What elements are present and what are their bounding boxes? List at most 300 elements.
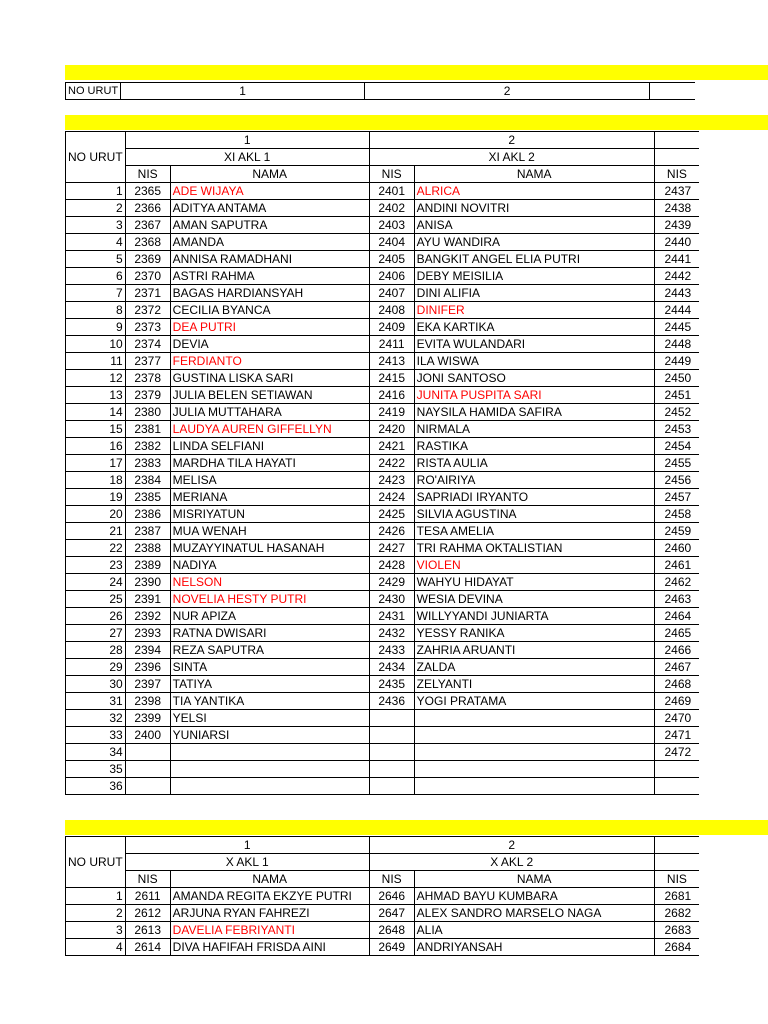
nis-cell: 2386: [125, 506, 170, 523]
table-row: [66, 676, 700, 693]
nis-cell: 2377: [125, 353, 170, 370]
row-number: 26: [66, 608, 126, 625]
nis-cell: 2432: [369, 625, 414, 642]
student-name-cell: MARDHA TILA HAYATI: [170, 455, 369, 472]
row-number: 7: [66, 285, 126, 302]
nis-cell: 2367: [125, 217, 170, 234]
nis-cell: 2612: [125, 905, 170, 922]
row-number: 24: [66, 574, 126, 591]
student-name-cell: ARJUNA RYAN FAHREZI: [170, 905, 369, 922]
row-number: 27: [66, 625, 126, 642]
nis-cell: 2373: [125, 319, 170, 336]
student-name-cell: RO'AIRIYA: [414, 472, 654, 489]
student-name-cell: ANISA: [414, 217, 654, 234]
nis-cell: 2441: [654, 251, 699, 268]
nis-cell: 2614: [125, 939, 170, 956]
nama-header: NAMA: [170, 871, 369, 888]
student-name-cell: AHMAD BAYU KUMBARA: [414, 888, 654, 905]
table-row: [66, 744, 700, 761]
student-name-cell: NAYSILA HAMIDA SAFIRA: [414, 404, 654, 421]
nis-cell: 2426: [369, 523, 414, 540]
nis-cell: 2430: [369, 591, 414, 608]
student-name-cell: TATIYA: [170, 676, 369, 693]
student-name-cell: [170, 761, 369, 778]
nis-cell: 2413: [369, 353, 414, 370]
nis-cell: 2611: [125, 888, 170, 905]
row-number: 23: [66, 557, 126, 574]
row-number: 3: [66, 217, 126, 234]
empty-cell: [650, 83, 695, 100]
table-row: [66, 200, 700, 217]
student-name-cell: FERDIANTO: [170, 353, 369, 370]
nis-cell: 2431: [369, 608, 414, 625]
table-row: [66, 922, 700, 939]
nis-cell: 2458: [654, 506, 699, 523]
row-number: 9: [66, 319, 126, 336]
nis-cell: 2422: [369, 455, 414, 472]
student-name-cell: ANNISA RAMADHANI: [170, 251, 369, 268]
nis-cell: 2402: [369, 200, 414, 217]
student-name-cell: ALEX SANDRO MARSELO NAGA: [414, 905, 654, 922]
table-row: [66, 404, 700, 421]
nis-cell: 2423: [369, 472, 414, 489]
row-number: 10: [66, 336, 126, 353]
nis-cell: 2409: [369, 319, 414, 336]
student-name-cell: ADE WIJAYA: [170, 183, 369, 200]
student-name-cell: WESIA DEVINA: [414, 591, 654, 608]
student-name-cell: LAUDYA AUREN GIFFELLYN: [170, 421, 369, 438]
nis-cell: 2466: [654, 642, 699, 659]
student-name-cell: NUR APIZA: [170, 608, 369, 625]
table-row: [66, 905, 700, 922]
nis-cell: 2648: [369, 922, 414, 939]
student-name-cell: SILVIA AGUSTINA: [414, 506, 654, 523]
table-row: [66, 251, 700, 268]
nis-cell: [369, 744, 414, 761]
row-number: 8: [66, 302, 126, 319]
nis-cell: 2389: [125, 557, 170, 574]
nis-cell: 2370: [125, 268, 170, 285]
nis-header: NIS: [125, 871, 170, 888]
nis-cell: 2385: [125, 489, 170, 506]
nis-cell: 2467: [654, 659, 699, 676]
nis-cell: 2382: [125, 438, 170, 455]
no-urut-header: NO URUT: [66, 837, 126, 888]
nis-cell: 2453: [654, 421, 699, 438]
no-urut-header: NO URUT: [66, 132, 126, 183]
nis-cell: 2424: [369, 489, 414, 506]
student-name-cell: RISTA AULIA: [414, 455, 654, 472]
student-name-cell: MELISA: [170, 472, 369, 489]
table-row: [66, 778, 700, 795]
student-name-cell: JONI SANTOSO: [414, 370, 654, 387]
nis-cell: 2440: [654, 234, 699, 251]
row-number: 14: [66, 404, 126, 421]
student-name-cell: ILA WISWA: [414, 353, 654, 370]
nis-cell: 2442: [654, 268, 699, 285]
nis-cell: 2471: [654, 727, 699, 744]
row-number: 13: [66, 387, 126, 404]
student-name-cell: [414, 710, 654, 727]
nis-cell: 2449: [654, 353, 699, 370]
nis-cell: 2649: [369, 939, 414, 956]
table-row: [66, 761, 700, 778]
nis-cell: 2379: [125, 387, 170, 404]
class-name-header: X AKL 2: [369, 854, 654, 871]
nis-cell: 2457: [654, 489, 699, 506]
nis-cell: 2400: [125, 727, 170, 744]
student-name-cell: JULIA BELEN SETIAWAN: [170, 387, 369, 404]
nis-cell: 2365: [125, 183, 170, 200]
row-number: 4: [66, 939, 126, 956]
table-row: [66, 625, 700, 642]
row-number: 34: [66, 744, 126, 761]
nis-cell: 2448: [654, 336, 699, 353]
nis-cell: 2394: [125, 642, 170, 659]
row-number: 33: [66, 727, 126, 744]
student-name-cell: EKA KARTIKA: [414, 319, 654, 336]
student-name-cell: NELSON: [170, 574, 369, 591]
nis-cell: 2387: [125, 523, 170, 540]
nis-cell: 2443: [654, 285, 699, 302]
nis-cell: [369, 778, 414, 795]
nis-cell: 2372: [125, 302, 170, 319]
student-name-cell: BANGKIT ANGEL ELIA PUTRI: [414, 251, 654, 268]
student-name-cell: ADITYA ANTAMA: [170, 200, 369, 217]
student-name-cell: DEBY MEISILIA: [414, 268, 654, 285]
student-name-cell: DIVA HAFIFAH FRISDA AINI: [170, 939, 369, 956]
nis-cell: 2452: [654, 404, 699, 421]
student-name-cell: MERIANA: [170, 489, 369, 506]
nis-cell: 2390: [125, 574, 170, 591]
nis-cell: 2438: [654, 200, 699, 217]
nis-header: NIS: [654, 871, 699, 888]
column-number-header: 2: [365, 83, 650, 100]
nis-cell: 2472: [654, 744, 699, 761]
nis-cell: 2419: [369, 404, 414, 421]
student-name-cell: ASTRI RAHMA: [170, 268, 369, 285]
nis-cell: 2429: [369, 574, 414, 591]
nis-header: NIS: [654, 166, 699, 183]
nis-cell: 2399: [125, 710, 170, 727]
empty-cell: [654, 854, 699, 871]
row-number: 16: [66, 438, 126, 455]
table-row: [66, 319, 700, 336]
table-row: [66, 591, 700, 608]
nis-header: NIS: [125, 166, 170, 183]
nis-cell: 2465: [654, 625, 699, 642]
nis-cell: 2468: [654, 676, 699, 693]
nis-cell: 2682: [654, 905, 699, 922]
top-table: [65, 82, 695, 100]
student-name-cell: WAHYU HIDAYAT: [414, 574, 654, 591]
nis-cell: [654, 761, 699, 778]
nis-cell: [654, 778, 699, 795]
table-row: [66, 353, 700, 370]
row-number: 12: [66, 370, 126, 387]
class-name-header: XI AKL 2: [369, 149, 654, 166]
student-name-cell: VIOLEN: [414, 557, 654, 574]
nis-cell: 2405: [369, 251, 414, 268]
table-row: [66, 939, 700, 956]
student-name-cell: DEVIA: [170, 336, 369, 353]
nis-cell: 2406: [369, 268, 414, 285]
student-name-cell: ANDRIYANSAH: [414, 939, 654, 956]
row-number: 2: [66, 905, 126, 922]
nis-cell: 2434: [369, 659, 414, 676]
student-name-cell: AMANDA REGITA EKZYE PUTRI: [170, 888, 369, 905]
nis-cell: 2427: [369, 540, 414, 557]
class-table-x-akl: [65, 836, 699, 956]
nis-cell: 2454: [654, 438, 699, 455]
nis-cell: [369, 710, 414, 727]
nis-cell: 2380: [125, 404, 170, 421]
student-name-cell: ZELYANTI: [414, 676, 654, 693]
student-name-cell: DINIFER: [414, 302, 654, 319]
nama-header: NAMA: [414, 166, 654, 183]
class-name-header: XI AKL 1: [125, 149, 369, 166]
table-row: [66, 693, 700, 710]
nis-cell: 2460: [654, 540, 699, 557]
student-name-cell: DINI ALIFIA: [414, 285, 654, 302]
nis-cell: 2371: [125, 285, 170, 302]
nis-cell: 2408: [369, 302, 414, 319]
table-row: [66, 234, 700, 251]
column-number-header: 1: [125, 132, 369, 149]
student-name-cell: ZAHRIA ARUANTI: [414, 642, 654, 659]
student-name-cell: [170, 744, 369, 761]
nis-cell: 2388: [125, 540, 170, 557]
nis-cell: 2421: [369, 438, 414, 455]
table-row: [66, 523, 700, 540]
table-row: [66, 727, 700, 744]
nis-cell: 2463: [654, 591, 699, 608]
student-name-cell: DAVELIA FEBRIYANTI: [170, 922, 369, 939]
student-name-cell: CECILIA BYANCA: [170, 302, 369, 319]
table-row: [66, 506, 700, 523]
student-name-cell: SAPRIADI IRYANTO: [414, 489, 654, 506]
nis-cell: 2461: [654, 557, 699, 574]
nis-cell: 2378: [125, 370, 170, 387]
table-row: [66, 336, 700, 353]
nis-header: NIS: [369, 166, 414, 183]
nis-cell: 2401: [369, 183, 414, 200]
nis-cell: 2374: [125, 336, 170, 353]
student-name-cell: BAGAS HARDIANSYAH: [170, 285, 369, 302]
student-name-cell: AMAN SAPUTRA: [170, 217, 369, 234]
table-row: [66, 455, 700, 472]
no-urut-header: NO URUT: [66, 83, 121, 100]
row-number: 1: [66, 888, 126, 905]
nis-cell: 2383: [125, 455, 170, 472]
nis-cell: 2384: [125, 472, 170, 489]
nis-cell: 2445: [654, 319, 699, 336]
student-name-cell: NIRMALA: [414, 421, 654, 438]
nis-header: NIS: [369, 871, 414, 888]
student-name-cell: YOGI PRATAMA: [414, 693, 654, 710]
row-number: 2: [66, 200, 126, 217]
table-row: [66, 438, 700, 455]
nis-cell: 2462: [654, 574, 699, 591]
nis-cell: 2647: [369, 905, 414, 922]
student-name-cell: JUNITA PUSPITA SARI: [414, 387, 654, 404]
nis-cell: 2368: [125, 234, 170, 251]
student-name-cell: GUSTINA LISKA SARI: [170, 370, 369, 387]
nis-cell: 2398: [125, 693, 170, 710]
student-name-cell: EVITA WULANDARI: [414, 336, 654, 353]
table-row: [66, 642, 700, 659]
student-name-cell: YELSI: [170, 710, 369, 727]
row-number: 21: [66, 523, 126, 540]
row-number: 4: [66, 234, 126, 251]
table-row: [66, 302, 700, 319]
column-number-header: 2: [369, 837, 654, 854]
table-row: [66, 285, 700, 302]
student-name-cell: ANDINI NOVITRI: [414, 200, 654, 217]
header-band: [65, 65, 768, 80]
nis-cell: 2407: [369, 285, 414, 302]
class-name-header: X AKL 1: [125, 854, 369, 871]
row-number: 36: [66, 778, 126, 795]
row-number: 11: [66, 353, 126, 370]
nis-cell: 2439: [654, 217, 699, 234]
student-name-cell: DEA PUTRI: [170, 319, 369, 336]
nis-cell: 2435: [369, 676, 414, 693]
nis-cell: 2469: [654, 693, 699, 710]
table-row: [66, 387, 700, 404]
row-number: 1: [66, 183, 126, 200]
nis-cell: 2436: [369, 693, 414, 710]
table-row: [66, 217, 700, 234]
student-name-cell: MISRIYATUN: [170, 506, 369, 523]
nis-cell: 2425: [369, 506, 414, 523]
nis-cell: 2411: [369, 336, 414, 353]
row-number: 3: [66, 922, 126, 939]
nis-cell: 2366: [125, 200, 170, 217]
student-name-cell: WILLYYANDI JUNIARTA: [414, 608, 654, 625]
table-row: [66, 888, 700, 905]
nis-cell: 2683: [654, 922, 699, 939]
nis-cell: 2451: [654, 387, 699, 404]
nis-cell: 2646: [369, 888, 414, 905]
student-name-cell: LINDA SELFIANI: [170, 438, 369, 455]
student-name-cell: [414, 761, 654, 778]
nis-cell: 2455: [654, 455, 699, 472]
column-number-header: 1: [121, 83, 365, 100]
nis-cell: 2444: [654, 302, 699, 319]
nis-cell: 2433: [369, 642, 414, 659]
student-name-cell: YUNIARSI: [170, 727, 369, 744]
nis-cell: 2613: [125, 922, 170, 939]
student-name-cell: TIA YANTIKA: [170, 693, 369, 710]
empty-cell: [654, 149, 699, 166]
nis-cell: 2416: [369, 387, 414, 404]
student-name-cell: AYU WANDIRA: [414, 234, 654, 251]
class-table-xi-akl: [65, 131, 699, 795]
nis-cell: [125, 761, 170, 778]
row-number: 31: [66, 693, 126, 710]
nis-cell: 2456: [654, 472, 699, 489]
nis-cell: 2437: [654, 183, 699, 200]
student-name-cell: JULIA MUTTAHARA: [170, 404, 369, 421]
table-row: [66, 268, 700, 285]
row-number: 18: [66, 472, 126, 489]
row-number: 15: [66, 421, 126, 438]
nis-cell: 2393: [125, 625, 170, 642]
row-number: 17: [66, 455, 126, 472]
row-number: 30: [66, 676, 126, 693]
student-name-cell: ZALDA: [414, 659, 654, 676]
row-number: 35: [66, 761, 126, 778]
row-number: 19: [66, 489, 126, 506]
table-row: [66, 183, 700, 200]
nis-cell: [125, 778, 170, 795]
student-name-cell: SINTA: [170, 659, 369, 676]
student-name-cell: [414, 727, 654, 744]
table-row: [66, 659, 700, 676]
student-name-cell: NOVELIA HESTY PUTRI: [170, 591, 369, 608]
student-name-cell: YESSY RANIKA: [414, 625, 654, 642]
student-name-cell: TRI RAHMA OKTALISTIAN: [414, 540, 654, 557]
student-name-cell: AMANDA: [170, 234, 369, 251]
header-band: [65, 820, 768, 835]
row-number: 6: [66, 268, 126, 285]
nis-cell: 2681: [654, 888, 699, 905]
table-row: [66, 472, 700, 489]
column-number-header: 1: [125, 837, 369, 854]
nis-cell: [125, 744, 170, 761]
empty-cell: [654, 837, 699, 854]
row-number: 25: [66, 591, 126, 608]
nis-cell: 2459: [654, 523, 699, 540]
table-row: [66, 370, 700, 387]
nis-cell: 2404: [369, 234, 414, 251]
table-row: [66, 421, 700, 438]
nis-cell: 2403: [369, 217, 414, 234]
table-row: [66, 557, 700, 574]
student-name-cell: ALIA: [414, 922, 654, 939]
nis-cell: 2396: [125, 659, 170, 676]
row-number: 28: [66, 642, 126, 659]
row-number: 20: [66, 506, 126, 523]
nis-cell: 2392: [125, 608, 170, 625]
nis-cell: [369, 727, 414, 744]
student-name-cell: RASTIKA: [414, 438, 654, 455]
student-name-cell: TESA AMELIA: [414, 523, 654, 540]
table-row: [66, 540, 700, 557]
table-row: [66, 608, 700, 625]
nis-cell: 2415: [369, 370, 414, 387]
column-number-header: 2: [369, 132, 654, 149]
row-number: 22: [66, 540, 126, 557]
nis-cell: 2369: [125, 251, 170, 268]
table-row: [66, 574, 700, 591]
student-name-cell: MUA WENAH: [170, 523, 369, 540]
header-band: [65, 115, 768, 130]
nis-cell: 2450: [654, 370, 699, 387]
row-number: 29: [66, 659, 126, 676]
empty-cell: [654, 132, 699, 149]
nis-cell: 2684: [654, 939, 699, 956]
nis-cell: 2397: [125, 676, 170, 693]
nis-cell: 2420: [369, 421, 414, 438]
nis-cell: 2428: [369, 557, 414, 574]
student-name-cell: [414, 744, 654, 761]
row-number: 5: [66, 251, 126, 268]
student-name-cell: [414, 778, 654, 795]
student-name-cell: MUZAYYINATUL HASANAH: [170, 540, 369, 557]
nis-cell: 2391: [125, 591, 170, 608]
